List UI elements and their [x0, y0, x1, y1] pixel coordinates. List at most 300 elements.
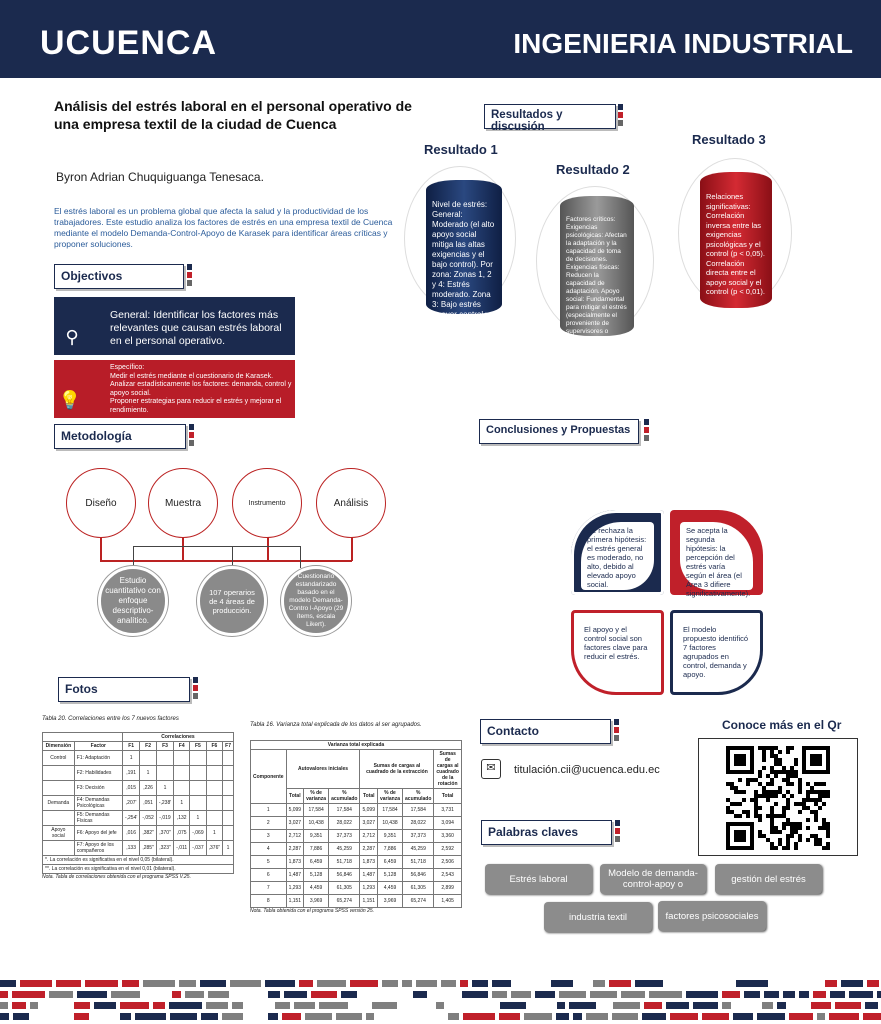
qr-module: [762, 794, 766, 798]
qr-module: [822, 826, 826, 830]
qr-module: [786, 746, 790, 750]
footer-stripe: [201, 1013, 218, 1020]
qr-module: [806, 818, 810, 822]
qr-module: [734, 790, 738, 794]
table-cell: 10,438: [304, 817, 329, 830]
table-cell: [223, 796, 234, 811]
section-fotos: Fotos: [58, 677, 190, 702]
footer-stripe: [709, 980, 732, 987]
qr-module: [762, 834, 766, 838]
qr-module: [782, 846, 786, 850]
qr-module: [826, 826, 830, 830]
table-cell: [190, 751, 206, 766]
footer-stripe: [56, 980, 81, 987]
table-cell: 2,287: [286, 843, 304, 856]
qr-module: [758, 746, 762, 750]
table-cell: 1: [223, 841, 234, 856]
footer-stripe: [49, 991, 73, 998]
table-header-cell: F3: [156, 742, 173, 751]
result3-cylinder: [700, 172, 772, 308]
footer-stripe: [867, 980, 879, 987]
table-cell: [223, 811, 234, 826]
method-step-instrumento: Instrumento: [232, 468, 302, 538]
table-cell: -,254': [122, 811, 139, 826]
table-cell: ,075: [174, 826, 190, 841]
qr-module: [814, 782, 818, 786]
objective-general-box: [54, 297, 295, 355]
section-marker: [614, 719, 619, 743]
footer-stripe: [790, 1002, 807, 1009]
table-cell: 56,846: [329, 869, 360, 882]
footer-stripe: [421, 1013, 444, 1020]
table-cell: 45,259: [403, 843, 434, 856]
footer-stripe: [0, 991, 8, 998]
qr-module: [822, 802, 826, 806]
table-cell: 2,899: [434, 882, 462, 895]
qr-module: [754, 810, 758, 814]
table-cell: F7: Apoyo de los compañeros: [74, 841, 122, 856]
table16-caption: Tabla 16. Varianza total explicada de los datos al ser agrupados.: [250, 722, 422, 728]
table-cell: 51,718: [329, 856, 360, 869]
qr-module: [790, 782, 794, 786]
footer-stripe: [877, 991, 881, 998]
qr-module: [746, 778, 750, 782]
footer-stripe: [416, 980, 437, 987]
qr-module: [774, 802, 778, 806]
qr-module: [766, 774, 770, 778]
footer-stripe: [169, 1002, 202, 1009]
qr-module: [782, 794, 786, 798]
footer-stripe: [736, 980, 768, 987]
qr-module: [794, 770, 798, 774]
qr-module: [790, 746, 794, 750]
qr-module: [786, 750, 790, 754]
footer-stripe: [535, 991, 555, 998]
qr-module: [734, 786, 738, 790]
footer-stripe: [265, 980, 295, 987]
qr-module: [794, 758, 798, 762]
footer-stripe: [441, 980, 456, 987]
table-cell: -,052: [140, 811, 157, 826]
qr-module: [766, 794, 770, 798]
table-cell: 3,360: [434, 830, 462, 843]
qr-module: [758, 794, 762, 798]
table-cell: 3,969: [378, 895, 403, 908]
connector-line: [232, 546, 233, 568]
qr-module: [818, 794, 822, 798]
footer-stripe: [172, 991, 181, 998]
qr-module: [770, 822, 774, 826]
qr-module: [770, 846, 774, 850]
qr-module: [758, 814, 762, 818]
qr-module: [762, 758, 766, 762]
footer-stripe: [352, 1002, 368, 1009]
header-bar: [0, 0, 881, 78]
qr-module: [770, 842, 774, 846]
connector-line: [100, 537, 102, 561]
table-header-cell: Correlaciones: [122, 733, 233, 742]
table-header-cell: F4: [174, 742, 190, 751]
footer-stripe: [849, 991, 873, 998]
footer-stripe: [722, 991, 740, 998]
table-row: [43, 733, 234, 742]
qr-module: [826, 846, 830, 850]
keyword-tag: gestión del estrés: [715, 864, 822, 894]
footer-stripe: [559, 991, 586, 998]
table-cell: 1,151: [286, 895, 304, 908]
qr-module: [770, 782, 774, 786]
table-header-cell: Total: [360, 789, 378, 804]
qr-frame: [698, 738, 858, 856]
qr-module: [750, 778, 754, 782]
qr-module: [826, 790, 830, 794]
qr-module: [774, 762, 778, 766]
conclusion-petal-1: [571, 510, 664, 595]
table-cell: 1: [174, 796, 190, 811]
qr-module: [790, 826, 794, 830]
qr-module: [786, 834, 790, 838]
section-marker: [618, 104, 623, 128]
method-detail-instrumento: Cuestionario estandarizado basado en el modelo Demanda-Contro l-Apoyo (29 ítems, escala Likert).: [281, 566, 351, 636]
table-cell: [156, 766, 173, 781]
qr-module: [790, 830, 794, 834]
qr-module: [790, 774, 794, 778]
table-cell: 2,712: [286, 830, 304, 843]
qr-module: [738, 802, 742, 806]
table-cell: 2,506: [434, 856, 462, 869]
qr-module: [746, 782, 750, 786]
table-header-cell: Factor: [74, 742, 122, 751]
result1-cylinder: [426, 180, 502, 329]
footer-stripe: [153, 1002, 165, 1009]
author-name: Byron Adrian Chuquiguanga Tenesaca.: [56, 170, 264, 184]
table-header-cell: F2: [140, 742, 157, 751]
footer-stripe: [613, 1002, 640, 1009]
connector-line: [133, 546, 134, 568]
method-step-diseno: Diseño: [66, 468, 136, 538]
qr-module: [814, 810, 818, 814]
conclusion-2-text: Se acepta la segunda hipótesis: la percepción del estrés varía según el área (el Área 3 difiere significativamente).: [680, 522, 753, 590]
qr-module: [786, 802, 790, 806]
table-cell: 5,099: [286, 804, 304, 817]
footer-stripe: [12, 1002, 26, 1009]
qr-module: [782, 806, 786, 810]
table-cell: 9,351: [304, 830, 329, 843]
table-header-cell: Sumas de cargas al cuadrado de la extracción: [360, 750, 434, 789]
table-cell: F2: Habilidades: [74, 766, 122, 781]
connector-line: [133, 546, 301, 547]
footer-stripe: [58, 1013, 70, 1020]
qr-module: [814, 814, 818, 818]
table-cell: ,051: [140, 796, 157, 811]
footer-stripe: [511, 991, 531, 998]
footer-stripe: [825, 980, 837, 987]
table-cell: *. La correlación es significativa en el nivel 0,05 (bilateral).: [43, 856, 234, 865]
footer-stripe: [208, 991, 229, 998]
qr-module: [726, 806, 730, 810]
conclusion-4-text: El modelo propuesto identificó 7 factores agrupados en control, demanda y apoyo.: [683, 625, 749, 679]
qr-module: [758, 782, 762, 786]
footer-stripe: [577, 980, 589, 987]
table16-source: Nota. Tabla obtenida con el programa SPSS versión 25.: [250, 908, 375, 914]
table-cell: 28,022: [403, 817, 434, 830]
table-cell: F1: Adaptación: [74, 751, 122, 766]
qr-module: [778, 762, 782, 766]
section-objetivos: Objectivos: [54, 264, 184, 289]
footer-stripe: [762, 1002, 773, 1009]
qr-module: [790, 834, 794, 838]
table-cell: 1,487: [360, 869, 378, 882]
qr-module: [774, 774, 778, 778]
footer-stripe: [0, 980, 16, 987]
table-cell: 7,886: [378, 843, 403, 856]
footer-stripe: [299, 980, 313, 987]
footer-stripe: [524, 1013, 552, 1020]
footer-stripe: [122, 980, 139, 987]
table-cell: ,376": [206, 841, 223, 856]
qr-module: [726, 798, 730, 802]
footer-stripe: [462, 991, 488, 998]
qr-module: [806, 794, 810, 798]
qr-module: [814, 802, 818, 806]
table-cell: 4: [251, 843, 287, 856]
qr-module: [778, 842, 782, 846]
table-cell: [174, 751, 190, 766]
university-logo: UCUENCA: [40, 24, 217, 62]
footer-stripe: [600, 1002, 609, 1009]
search-icon: ⚲: [65, 327, 79, 347]
qr-module: [798, 790, 802, 794]
qr-module: [770, 810, 774, 814]
footer-stripe: [530, 1002, 553, 1009]
footer-stripe: [448, 1002, 479, 1009]
section-metodologia: Metodología: [54, 424, 186, 449]
footer-stripe: [336, 1013, 362, 1020]
qr-module: [806, 826, 810, 830]
table-header-cell: Componente: [251, 750, 287, 804]
footer-stripe: [294, 1002, 315, 1009]
qr-module: [786, 822, 790, 826]
qr-module: [802, 806, 806, 810]
table-row: [43, 781, 234, 796]
qr-module: [774, 794, 778, 798]
qr-module: [734, 802, 738, 806]
qr-module: [786, 806, 790, 810]
qr-module: [770, 806, 774, 810]
footer-stripe: [635, 980, 663, 987]
footer-stripe: [230, 980, 261, 987]
table-cell: 1,293: [286, 882, 304, 895]
qr-module: [754, 802, 758, 806]
objective-general-text: General: Identificar los factores más relevantes que causan estrés laboral en el personal operativo.: [110, 309, 282, 347]
table-header-cell: F7: [223, 742, 234, 751]
footer-stripe: [777, 1002, 786, 1009]
footer-stripe: [20, 980, 52, 987]
qr-module: [814, 790, 818, 794]
footer-stripe: [472, 980, 488, 987]
qr-module: [782, 822, 786, 826]
lightbulb-icon: 💡: [58, 390, 82, 410]
qr-module: [786, 842, 790, 846]
footer-stripe: [319, 1002, 348, 1009]
qr-module: [790, 770, 794, 774]
table-cell: [190, 781, 206, 796]
qr-module: [774, 758, 778, 762]
footer-stripe: [783, 991, 795, 998]
footer-stripe: [499, 1013, 520, 1020]
qr-module: [770, 766, 774, 770]
footer-stripe: [30, 1002, 38, 1009]
table-cell: ,285": [140, 841, 157, 856]
table20: [42, 732, 234, 880]
result3-heading: Resultado 3: [692, 132, 766, 147]
qr-module: [758, 806, 762, 810]
table-cell: [206, 796, 223, 811]
section-contacto: Contacto: [480, 719, 611, 744]
qr-module: [742, 810, 746, 814]
table-cell: ,323": [156, 841, 173, 856]
conclusion-3-text: El apoyo y el control social son factores clave para reducir el estrés.: [584, 625, 648, 661]
footer-stripe: [135, 1013, 166, 1020]
qr-module: [814, 838, 818, 842]
qr-module: [770, 770, 774, 774]
qr-module: [746, 810, 750, 814]
table-cell: 51,718: [403, 856, 434, 869]
qr-module: [726, 782, 730, 786]
table-cell: 1,487: [286, 869, 304, 882]
table-header-cell: Varianza total explicada: [251, 741, 462, 750]
footer-stripe: [609, 980, 631, 987]
footer-stripe: [179, 980, 196, 987]
contact-email[interactable]: titulación.cii@ucuenca.edu.ec: [514, 764, 660, 776]
qr-module: [742, 790, 746, 794]
qr-module: [798, 786, 802, 790]
qr-module: [814, 798, 818, 802]
qr-module: [774, 790, 778, 794]
footer-stripe: [401, 1002, 432, 1009]
table-cell: 6: [251, 869, 287, 882]
table-cell: F6: Apoyo del jefe: [74, 826, 122, 841]
qr-module: [810, 790, 814, 794]
introduction-text: El estrés laboral es un problema global que afecta la salud y la productividad de los trabajadores. Este estudio analiza los factores de estrés en una empresa textil de Cuenca mediante el modelo Demanda-Control-Apoyo de Karasek para identificar áreas críticas y proponer soluciones.: [54, 206, 393, 249]
footer-stripe: [789, 980, 821, 987]
qr-module: [774, 826, 778, 830]
table-cell: ,191: [122, 766, 139, 781]
table-cell: [43, 781, 75, 796]
footer-stripe: [268, 1013, 278, 1020]
qr-module: [786, 818, 790, 822]
table-cell: 56,846: [403, 869, 434, 882]
table-cell: **. La correlación es significativa en el nivel 0,01 (bilateral).: [43, 865, 234, 874]
table-cell: 3,094: [434, 817, 462, 830]
table-cell: [206, 751, 223, 766]
qr-module: [758, 774, 762, 778]
footer-stripe: [379, 991, 409, 998]
footer-stripe: [93, 1013, 116, 1020]
table-cell: 1: [190, 811, 206, 826]
qr-code-icon[interactable]: [726, 746, 830, 850]
table-cell: F4: Demandas Psicológicas: [74, 796, 122, 811]
footer-stripe: [593, 980, 605, 987]
table-cell: ,132: [174, 811, 190, 826]
table-cell: 5,099: [360, 804, 378, 817]
qr-module: [782, 778, 786, 782]
qr-module: [814, 842, 818, 846]
qr-module: [798, 838, 802, 842]
qr-module: [774, 746, 778, 750]
table-cell: [174, 766, 190, 781]
qr-module: [774, 830, 778, 834]
table-cell: [223, 766, 234, 781]
table-header-cell: % acumulado: [329, 789, 360, 804]
qr-module: [822, 846, 826, 850]
footer-stripe: [233, 991, 264, 998]
table-cell: [43, 811, 75, 826]
table-cell: [174, 781, 190, 796]
qr-module: [786, 846, 790, 850]
qr-module: [770, 790, 774, 794]
qr-module: [770, 778, 774, 782]
qr-module: [786, 778, 790, 782]
method-step-analisis: Análisis: [316, 468, 386, 538]
footer-stripe: [612, 1013, 638, 1020]
qr-module: [778, 814, 782, 818]
keyword-tag: factores psicosociales: [658, 901, 766, 931]
table-row: [43, 856, 234, 865]
method-detail-diseno: Estudio cuantitativo con enfoque descriptivo-analítico.: [98, 566, 168, 636]
footer-stripe: [649, 991, 682, 998]
footer-stripe: [378, 1013, 391, 1020]
qr-module: [730, 810, 734, 814]
footer-stripe: [366, 1013, 374, 1020]
table-header-cell: % acumulado: [403, 789, 434, 804]
qr-module: [738, 814, 742, 818]
qr-module: [778, 750, 782, 754]
qr-module: [766, 746, 770, 750]
table-cell: Control: [43, 751, 75, 766]
qr-module: [766, 790, 770, 794]
footer-stripe: [0, 1013, 9, 1020]
table-cell: 1,151: [360, 895, 378, 908]
table-cell: 61,305: [329, 882, 360, 895]
qr-module: [810, 810, 814, 814]
qr-module: [770, 826, 774, 830]
qr-module: [786, 770, 790, 774]
table-cell: [43, 766, 75, 781]
qr-module: [754, 794, 758, 798]
result2-cylinder: [560, 196, 634, 343]
table-cell: 3,027: [360, 817, 378, 830]
qr-module: [818, 826, 822, 830]
footer-stripe: [702, 1013, 729, 1020]
qr-module: [778, 790, 782, 794]
section-resultados: Resultados y discusión: [484, 104, 616, 129]
qr-module: [770, 818, 774, 822]
footer-stripe: [436, 1002, 444, 1009]
result2-heading: Resultado 2: [556, 162, 630, 177]
qr-module: [774, 814, 778, 818]
qr-module: [818, 806, 822, 810]
qr-module: [754, 790, 758, 794]
table-cell: 2,543: [434, 869, 462, 882]
qr-module: [766, 838, 770, 842]
qr-module: [770, 746, 774, 750]
table-cell: [223, 751, 234, 766]
qr-module: [798, 782, 802, 786]
footer-stripe: [200, 980, 226, 987]
table-row: [43, 841, 234, 856]
qr-module: [790, 794, 794, 798]
